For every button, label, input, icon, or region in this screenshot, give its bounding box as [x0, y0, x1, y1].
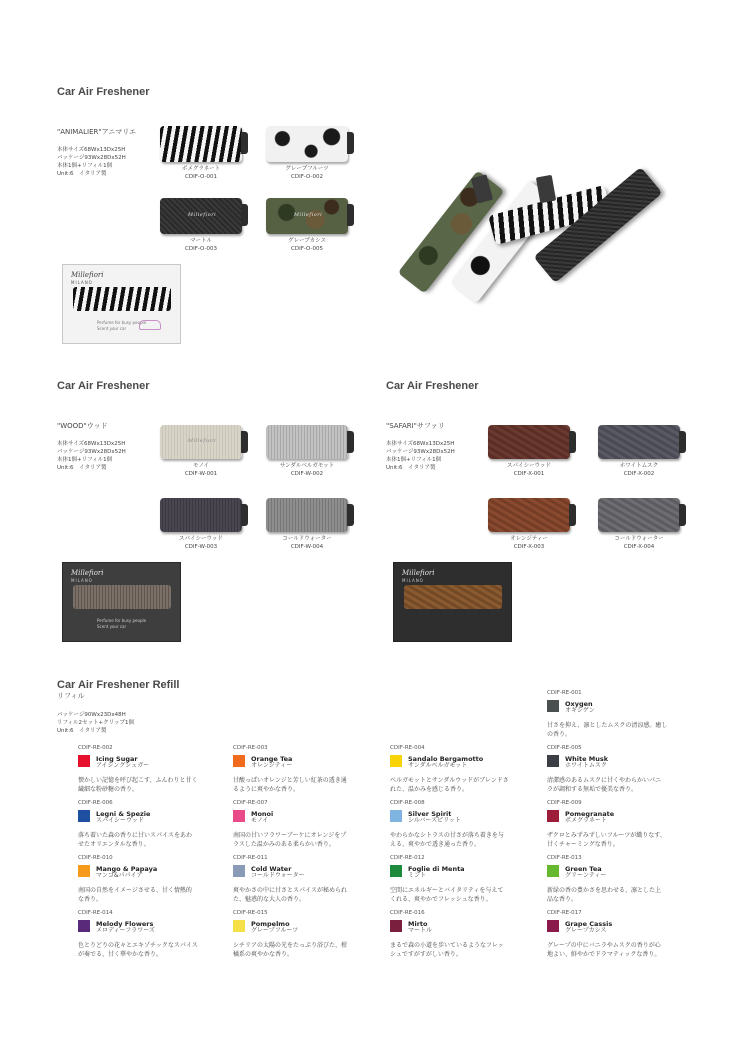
refill-item [233, 745, 347, 793]
product-snake [160, 198, 242, 234]
product-caption: オレンジティー CDIF-X-003 [510, 536, 548, 550]
refill-item [390, 800, 504, 848]
color-swatch [547, 865, 559, 877]
refill-description: ザクロとみずみずしいフルーツが織りなす、 甘くチャーミングな香り。 [547, 832, 666, 848]
package-safari [393, 562, 512, 642]
package-text: Perfume for busy people [97, 320, 147, 325]
product-caption: モノイ CDIF-W-001 [184, 463, 218, 477]
product-wood [73, 585, 171, 609]
wood-title: Car Air Freshener [57, 380, 150, 392]
product-caption: ホワイトムスク CDIF-X-002 [619, 463, 659, 477]
refill-code: CDIF-RE-006 [78, 800, 113, 806]
refill-description: 南国の自然をイメージさせる、甘く情熱的 な香り。 [78, 887, 192, 903]
color-swatch [78, 865, 90, 877]
package-text: Scent your car [97, 624, 127, 629]
car-icon [139, 320, 161, 330]
color-swatch [233, 755, 245, 767]
refill-jp-name: スパイシーウッド [96, 817, 144, 824]
product-caption: グレープフルーツ CDIF-O-002 [285, 166, 329, 180]
refill-code: CDIF-RE-004 [390, 745, 425, 751]
refill-code: CDIF-RE-013 [547, 855, 582, 861]
refill-item [390, 910, 504, 958]
color-swatch [233, 920, 245, 932]
product-caption: ボメグラネート CDIF-O-001 [181, 166, 221, 180]
product-caption: グレープカシス CDIF-O-005 [287, 238, 326, 252]
product-wood-silver [266, 498, 348, 532]
refill-jp-name: モノイ [251, 817, 269, 824]
refill-description: グレープの中にバニラやムスクの香りが心 地よい、鮮やかでドラマティックな香り。 [547, 942, 661, 958]
refill-jp-name: コールドウォーター [251, 872, 305, 879]
refill-item [78, 800, 192, 848]
refill-item [547, 745, 662, 793]
refill-name: Silver Spirit [408, 810, 452, 818]
brand-logo: Millefiori [71, 271, 104, 279]
refill-item [547, 910, 661, 958]
refill-description: 爽やかさの中に甘さとスパイスが秘められ た、魅惑的な大人の香り。 [233, 887, 347, 903]
refill-jp-name: サンダルベルガモット [408, 762, 468, 769]
refill-jp-name: アイシングシュガー [96, 762, 150, 769]
wood-spec: 本体サイズ68Wx13Dx25H パッケージ93Wx28Dx52H 本体1個+リフィル1個 Unit:6 イタリア製 [57, 441, 126, 471]
refill-code: CDIF-RE-016 [390, 910, 425, 916]
color-swatch [547, 810, 559, 822]
refill-description: やわらかなシトラスの甘さが落ち着きを与 える、爽やかで透き通った香り。 [390, 832, 504, 848]
refill-jp-name: ポメグラネート [565, 817, 607, 824]
product-croc-gray [598, 425, 680, 459]
safari-spec: 本体サイズ68Wx13Dx25H パッケージ93Wx28Dx52H 本体1個+リフィル1個 Unit:6 イタリア製 [386, 441, 455, 471]
refill-item [390, 855, 504, 903]
refill-jp-name: メロディーフラワーズ [96, 927, 155, 934]
color-swatch [547, 700, 559, 712]
color-swatch [78, 810, 90, 822]
color-swatch [547, 920, 559, 932]
product-zebra [160, 126, 242, 162]
package-text: Perfume for busy people [97, 618, 147, 623]
refill-name: Pompelmo [251, 920, 290, 928]
product-camo [266, 198, 348, 234]
color-swatch [233, 810, 245, 822]
refill-jp-name: シルバースピリット [408, 817, 461, 824]
refill-item [233, 800, 347, 848]
refill-subtitle: リフィル [57, 692, 85, 700]
brand-logo: Millefiori [71, 569, 104, 577]
refill-jp-name: グレープカシス [565, 927, 607, 934]
refill-description: 色とりどりの花々とエキゾチックなスパイス が奏でる、甘く華やかな香り。 [78, 942, 198, 958]
refill-item [233, 855, 347, 903]
product-caption: コールドウォーター CDIF-X-004 [614, 536, 664, 550]
refill-description: 新緑の香の豊かさを思わせる、凛とした上 品な香り。 [547, 887, 662, 903]
refill-description: ベルガモットとサンダルウッドがブレンドさ れた、温かみを感じる香り。 [390, 777, 509, 793]
color-swatch [78, 755, 90, 767]
refill-code: CDIF-RE-003 [233, 745, 268, 751]
refill-jp-name: グレープフルーツ [251, 927, 299, 934]
refill-item [78, 745, 198, 793]
refill-jp-name: ホワイトムスク [565, 762, 607, 769]
animalier-title: Car Air Freshener [57, 86, 150, 98]
refill-code: CDIF-RE-007 [233, 800, 268, 806]
refill-description: 甘酸っぱいオレンジと芳しい紅茶の透き通 るように爽やかな香り。 [233, 777, 347, 793]
color-swatch [390, 810, 402, 822]
refill-item [233, 910, 348, 958]
product-zebra [73, 287, 171, 311]
refill-description: 空間にエネルギーとバイタリティを与えて くれる、爽やかでフレッシュな香り。 [390, 887, 504, 903]
refill-description: 落ち着いた森の香りに甘いスパイスをあわ せたオリエンタルな香り。 [78, 832, 192, 848]
refill-jp-name: オキシゲン [565, 707, 595, 714]
refill-code: CDIF-RE-014 [78, 910, 113, 916]
refill-name: Orange Tea [251, 755, 293, 763]
product-croc-orange [488, 498, 570, 532]
product-caption: スパイシーウッド CDIF-X-001 [507, 463, 551, 477]
refill-jp-name: グリーンティー [565, 872, 607, 879]
refill-name: Melody Flowers [96, 920, 154, 928]
refill-name: White Musk [565, 755, 609, 763]
refill-name: Grape Cassis [565, 920, 613, 928]
product-caption: スパイシーウッド CDIF-W-003 [179, 536, 223, 550]
refill-code: CDIF-RE-017 [547, 910, 582, 916]
package-wood [62, 562, 181, 642]
package-animalier [62, 264, 181, 344]
product-caption: マートル CDIF-O-003 [185, 238, 217, 252]
animalier-subtitle: "ANIMALIER"アニマリエ [57, 128, 137, 136]
color-swatch [233, 865, 245, 877]
product-croc [404, 585, 502, 609]
product-croc-silver [598, 498, 680, 532]
refill-item [390, 745, 509, 793]
product-wood-light [160, 425, 242, 459]
refill-name: Sandalo Bergamotto [408, 755, 484, 763]
product-wood-dark [160, 498, 242, 532]
refill-description: まるで森の小道を歩いているようなフレッ シュですがすがしい香り。 [390, 942, 504, 958]
refill-description: 清潔感のあるムスクに甘くやわらかいパニ ラが調和する無垢で優美な香り。 [547, 777, 662, 793]
refill-name: Cold Water [251, 865, 292, 873]
refill-title: Car Air Freshener Refill [57, 679, 180, 691]
brand-sub: MILANO [71, 280, 93, 285]
refill-description: シチリアの太陽の光をたっぷり浴びた、柑 橘系の爽やかな香り。 [233, 942, 348, 958]
product-caption: コールドウォーター CDIF-W-004 [282, 536, 332, 550]
refill-jp-name: マートル [408, 927, 433, 934]
safari-title: Car Air Freshener [386, 380, 479, 392]
refill-name: Pomegranate [565, 810, 615, 818]
brand-sub: MILANO [402, 578, 424, 583]
product-croc-brown [488, 425, 570, 459]
refill-jp-name: オレンジティー [251, 762, 293, 769]
color-swatch [390, 920, 402, 932]
refill-jp-name: マンゴ&パパイア [96, 872, 143, 879]
color-swatch [390, 755, 402, 767]
clip-icon [536, 175, 556, 203]
refill-code: CDIF-RE-015 [233, 910, 268, 916]
refill-name: Mango & Papaya [96, 865, 158, 873]
refill-name: Monoi [251, 810, 274, 818]
refill-name: Mirto [408, 920, 428, 928]
refill-item [547, 855, 662, 903]
refill-code: CDIF-RE-012 [390, 855, 425, 861]
product-wood-gray [266, 425, 348, 459]
package-text: Scent your car [97, 326, 127, 331]
wood-subtitle: "WOOD"ウッド [57, 422, 108, 430]
safari-subtitle: "SAFARI"サファリ [386, 422, 445, 430]
color-swatch [547, 755, 559, 767]
refill-code: CDIF-RE-002 [78, 745, 113, 751]
refill-item [78, 910, 198, 958]
refill-name: Foglie di Menta [408, 865, 465, 873]
color-swatch [390, 865, 402, 877]
refill-code: CDIF-RE-011 [233, 855, 268, 861]
refill-name: Legni & Spezie [96, 810, 151, 818]
refill-item [547, 690, 668, 738]
product-caption: サンダルベルガモット CDIF-W-002 [279, 463, 335, 477]
brand-logo: Millefiori [293, 211, 323, 218]
refill-code: CDIF-RE-008 [390, 800, 425, 806]
brand-logo: Millefiori [402, 569, 435, 577]
refill-code: CDIF-RE-010 [78, 855, 113, 861]
brand-sub: MILANO [71, 578, 93, 583]
animalier-spec: 本体サイズ68Wx13Dx25H パッケージ93Wx28Dx52H 本体1個+リフィル1個 Unit:6 イタリア製 [57, 147, 126, 177]
color-swatch [78, 920, 90, 932]
refill-description: 懐かしい記憶を呼び起こす、ふんわりと甘く 繊細な粉砂糖の香り。 [78, 777, 198, 793]
refill-item [78, 855, 192, 903]
refill-jp-name: ミント [408, 872, 427, 879]
refill-name: Icing Sugar [96, 755, 138, 763]
refill-description: 甘さを抑え、凛としたムスクの清涼感。癒し の香り。 [547, 722, 668, 738]
product-cow [266, 126, 348, 162]
refill-code: CDIF-RE-005 [547, 745, 582, 751]
brand-logo: Millefiori [187, 437, 217, 444]
refill-code: CDIF-RE-001 [547, 690, 582, 696]
hero-product-photo [378, 170, 678, 320]
brand-logo: Millefiori [187, 211, 217, 218]
refill-description: 南国の甘いフラワーブーケにオレンジをプ ラスした温かみのある柔らかい香り。 [233, 832, 347, 848]
refill-name: Green Tea [565, 865, 602, 873]
refill-spec: パッケージ90Wx23Dx48H リフィル2セット+クリップ1個 Unit:6 イタリア製 [57, 712, 134, 734]
refill-code: CDIF-RE-009 [547, 800, 582, 806]
refill-name: Oxygen [565, 700, 593, 708]
refill-item [547, 800, 666, 848]
